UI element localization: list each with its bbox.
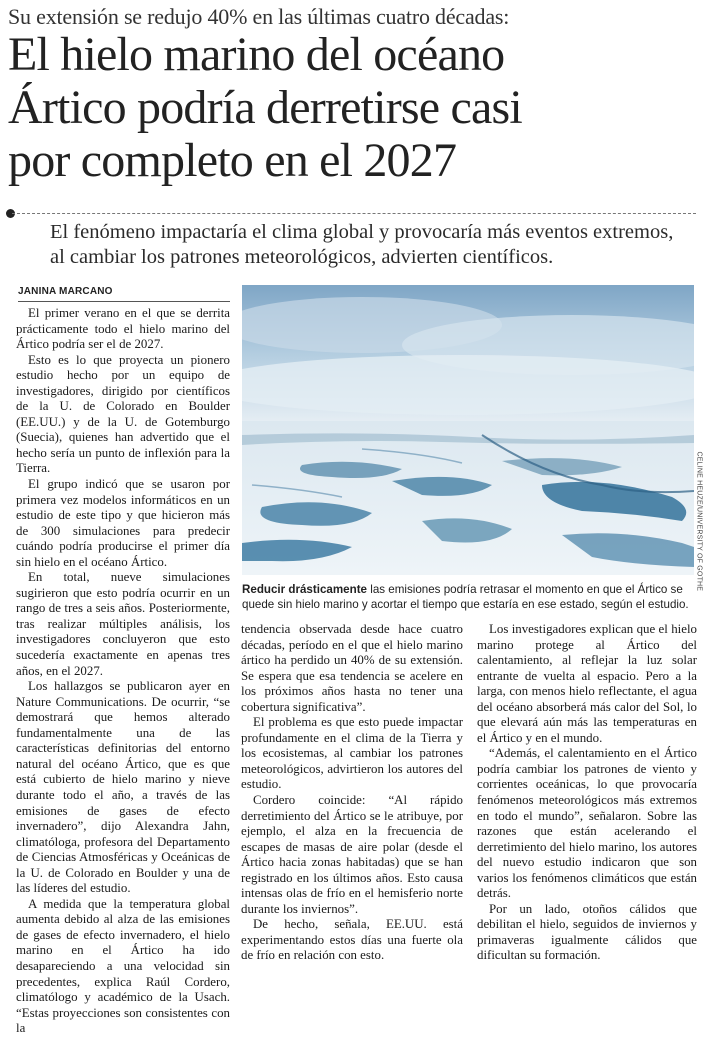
- paragraph: El problema es que esto puede impactar profundamente en el clima de la Tierra y los ecosistemas, al cambiar los patrones meteorológicos, advirtieron los autores del estudio.: [241, 715, 463, 792]
- sea-ice-photo: [242, 285, 694, 575]
- sea-ice-photo-illustration: [242, 285, 694, 575]
- article-column-1: [16, 306, 230, 1037]
- byline: JANINA MARCANO: [18, 286, 113, 297]
- paragraph: El grupo indicó que se usaron por primera vez modelos informáticos en un estudio de este tipo y que hicieron más de 300 simulaciones para predecir cuándo podría producirse el primer día sin hielo en el océano Ártico.: [16, 477, 230, 569]
- photo-credit: [693, 451, 703, 592]
- paragraph: A medida que la temperatura global aumenta debido al alza de las emisiones de gases de efecto invernadero, el hielo marino en el Ártico ha ido desapareciendo a una velocidad sin precedentes, explica Raúl Cordero, climatólogo y académico de la Usach. “Estas proyecciones son consistentes con la: [16, 896, 230, 1036]
- headline-line-1: El hielo marino del océano: [8, 28, 505, 81]
- kicker: Su extensión se redujo 40% en las últimas cuatro décadas:: [8, 4, 510, 29]
- paragraph: Los hallazgos se publicaron ayer en Nature Communications. De ocurrir, “se demostrará que hemos alterado fundamentalmente una de las características definitorias del entorno natural del océano Ártico, que es que está cubierto de hielo marino y nieve durante todo el año, a través de las emisiones de gases de efecto invernadero”, dijo Alexandra Jahn, climatóloga, profesora del Departamento de Ciencias Atmosféricas y Oceánicas de la U. de Colorado en Boulder y una de las líderes del estudio.: [16, 679, 230, 896]
- headline-line-2: Ártico podría derretirse casi: [8, 81, 522, 134]
- paragraph: Los investigadores explican que el hielo marino protege al Ártico del calentamiento, al reflejar la luz solar entrante de vuelta al espacio. Pero a la larga, con menos hielo reflectante, el agua del océano absorberá más calor del Sol, lo que elevará aún más las temperaturas en el Ártico y en el mundo.: [477, 622, 697, 745]
- headline: [8, 28, 698, 187]
- article-column-2: [241, 622, 463, 964]
- headline-line-3: por completo en el 2027: [8, 134, 457, 187]
- paragraph: En total, nueve simulaciones sugirieron que esto podría ocurrir en un rango de tres a seis años. Posteriormente, tras realizar múltiples análisis, los investigadores concluyeron que esto sucedería exactamente en apenas tres años, en el 2027.: [16, 570, 230, 678]
- paragraph: De hecho, señala, EE.UU. está experimentando estos días una fuerte ola de frío en relación con esto.: [241, 917, 463, 963]
- byline-divider: [18, 301, 230, 302]
- article-column-3: [477, 622, 697, 964]
- paragraph: Esto es lo que proyecta un pionero estudio hecho por un equipo de investigadores, dirigido por científicos de la U. de Colorado en Boulder (EE.UU.) y de la U. de Gotemburgo (Suecia), quienes han advertido que el hecho sería un punto de inflexión para la Tierra.: [16, 352, 230, 476]
- paragraph: Cordero coincide: “Al rápido derretimiento del Ártico se le atribuye, por ejemplo, el alza en la frecuencia de escapes de masas de aire polar (desde el Ártico hacia zonas habitadas) que se han registrado en los últimos años. Esto causa intensas olas de frío en el hemisferio norte durante los inviernos”.: [241, 793, 463, 916]
- caption-text: las emisiones podría retrasar el momento en que el Ártico se quede sin hielo marino y acortar el tiempo que estaría en ese estado, según el estudio.: [242, 583, 689, 611]
- headline-divider: [12, 213, 696, 214]
- paragraph: “Además, el calentamiento en el Ártico podría cambiar los patrones de viento y corrientes oceánicas, lo que provocaría fenómenos meteorológicos más extremos en todo el mundo”, señalaron. Sobre las razones que están acelerando el derretimiento del hielo marino, los autores del nuevo estudio indicaron que son varios los fenómenos climáticos que están detrás.: [477, 746, 697, 901]
- caption-lead: Reducir drásticamente: [242, 583, 368, 596]
- photo-credit-text: CÉLINE HEUZÉ/UNIVERSITY OF GOTHE: [695, 451, 703, 592]
- paragraph: Por un lado, otoños cálidos que debilitan el hielo, seguidos de inviernos y primaveras igualmente cálidos que dificultan su formación.: [477, 901, 697, 963]
- photo-caption: [242, 582, 694, 612]
- paragraph: tendencia observada desde hace cuatro décadas, período en el que el hielo marino ártico ha perdido un 40% de su extensión. Se espera que esa tendencia se acelere en los próximos años hasta no tener una cobertura significativa”.: [241, 622, 463, 714]
- paragraph: El primer verano en el que se derrita prácticamente todo el hielo marino del Ártico podría ser el de 2027.: [16, 306, 230, 352]
- subhead: El fenómeno impactaría el clima global y provocaría más eventos extremos, al cambiar los patrones meteorológicos, advierten científicos.: [50, 221, 674, 268]
